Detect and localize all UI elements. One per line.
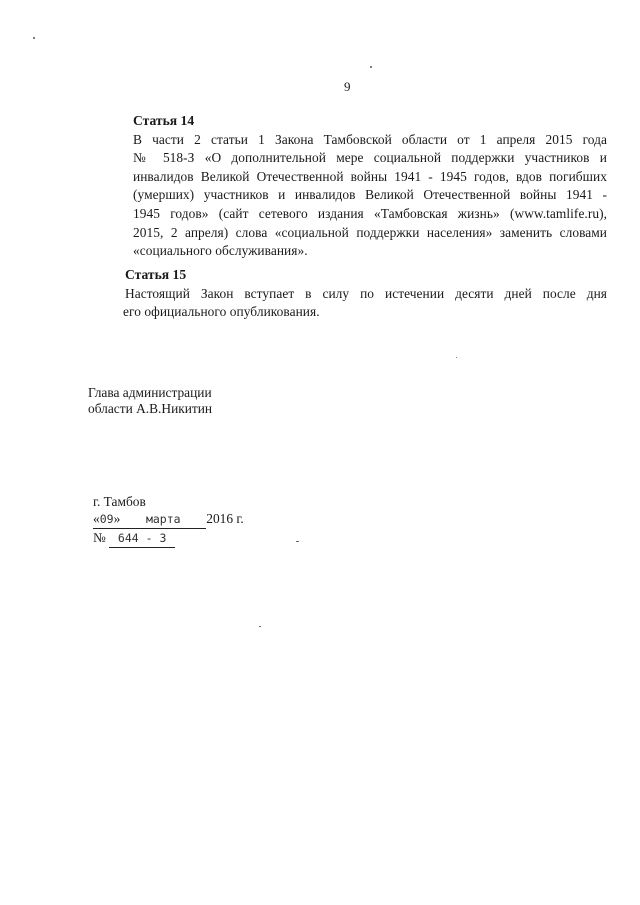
- scan-speck: [370, 66, 372, 68]
- article-14-line: инвалидов Великой Отечественной войны 1941 - 1945 годов, вдов погибших: [133, 168, 607, 184]
- article-15-text: [95, 285, 607, 322]
- number-line: [93, 529, 244, 548]
- article-14-line: «социального обслуживания».: [133, 243, 308, 259]
- date-year: 2016 г.: [206, 511, 244, 526]
- scan-speck: [456, 357, 457, 358]
- article-14: [95, 112, 607, 261]
- date-month: марта: [145, 512, 181, 526]
- article-14-text: [95, 131, 607, 261]
- date-line: [93, 510, 244, 529]
- scan-speck: [259, 626, 261, 627]
- date-day: 09: [99, 512, 114, 526]
- place-date-block: [93, 493, 244, 548]
- article-14-line: В части 2 статьи 1 Закона Тамбовской области от 1 апреля 2015 года: [133, 131, 607, 147]
- scan-speck: [296, 541, 299, 542]
- number-prefix: №: [93, 530, 106, 545]
- date-day-field: «09»: [93, 510, 120, 529]
- article-15-line: его официального опубликования.: [123, 304, 320, 320]
- article-14-line: 2015, 2 апреля) слова «социальной поддержки населения» заменить словами: [133, 224, 607, 240]
- article-15-heading: Статья 15: [125, 267, 187, 282]
- article-14-line: (умерших) участников и инвалидов Великой Отечественной войны 1941 -: [133, 187, 607, 203]
- city: г. Тамбов: [93, 494, 146, 509]
- document-number: 644 - З: [117, 531, 167, 545]
- article-15-line: Настоящий Закон вступает в силу по истечении десяти дней после дня: [125, 285, 607, 301]
- signature-block: [88, 385, 212, 417]
- article-14-line: 1945 годов» (сайт сетевого издания «Тамбовская жизнь» (www.tamlife.ru),: [133, 205, 607, 221]
- date-month-field: [120, 510, 206, 529]
- article-14-line: № 518-З «О дополнительной мере социальной поддержки участников и: [133, 150, 607, 166]
- scan-speck: [33, 37, 35, 39]
- signature-title: Глава администрации: [88, 385, 212, 400]
- signature-name: области А.В.Никитин: [88, 401, 213, 416]
- page-number: 9: [344, 79, 351, 94]
- article-15: [95, 266, 607, 322]
- article-14-heading: Статья 14: [133, 113, 195, 128]
- document-number-field: [109, 529, 175, 548]
